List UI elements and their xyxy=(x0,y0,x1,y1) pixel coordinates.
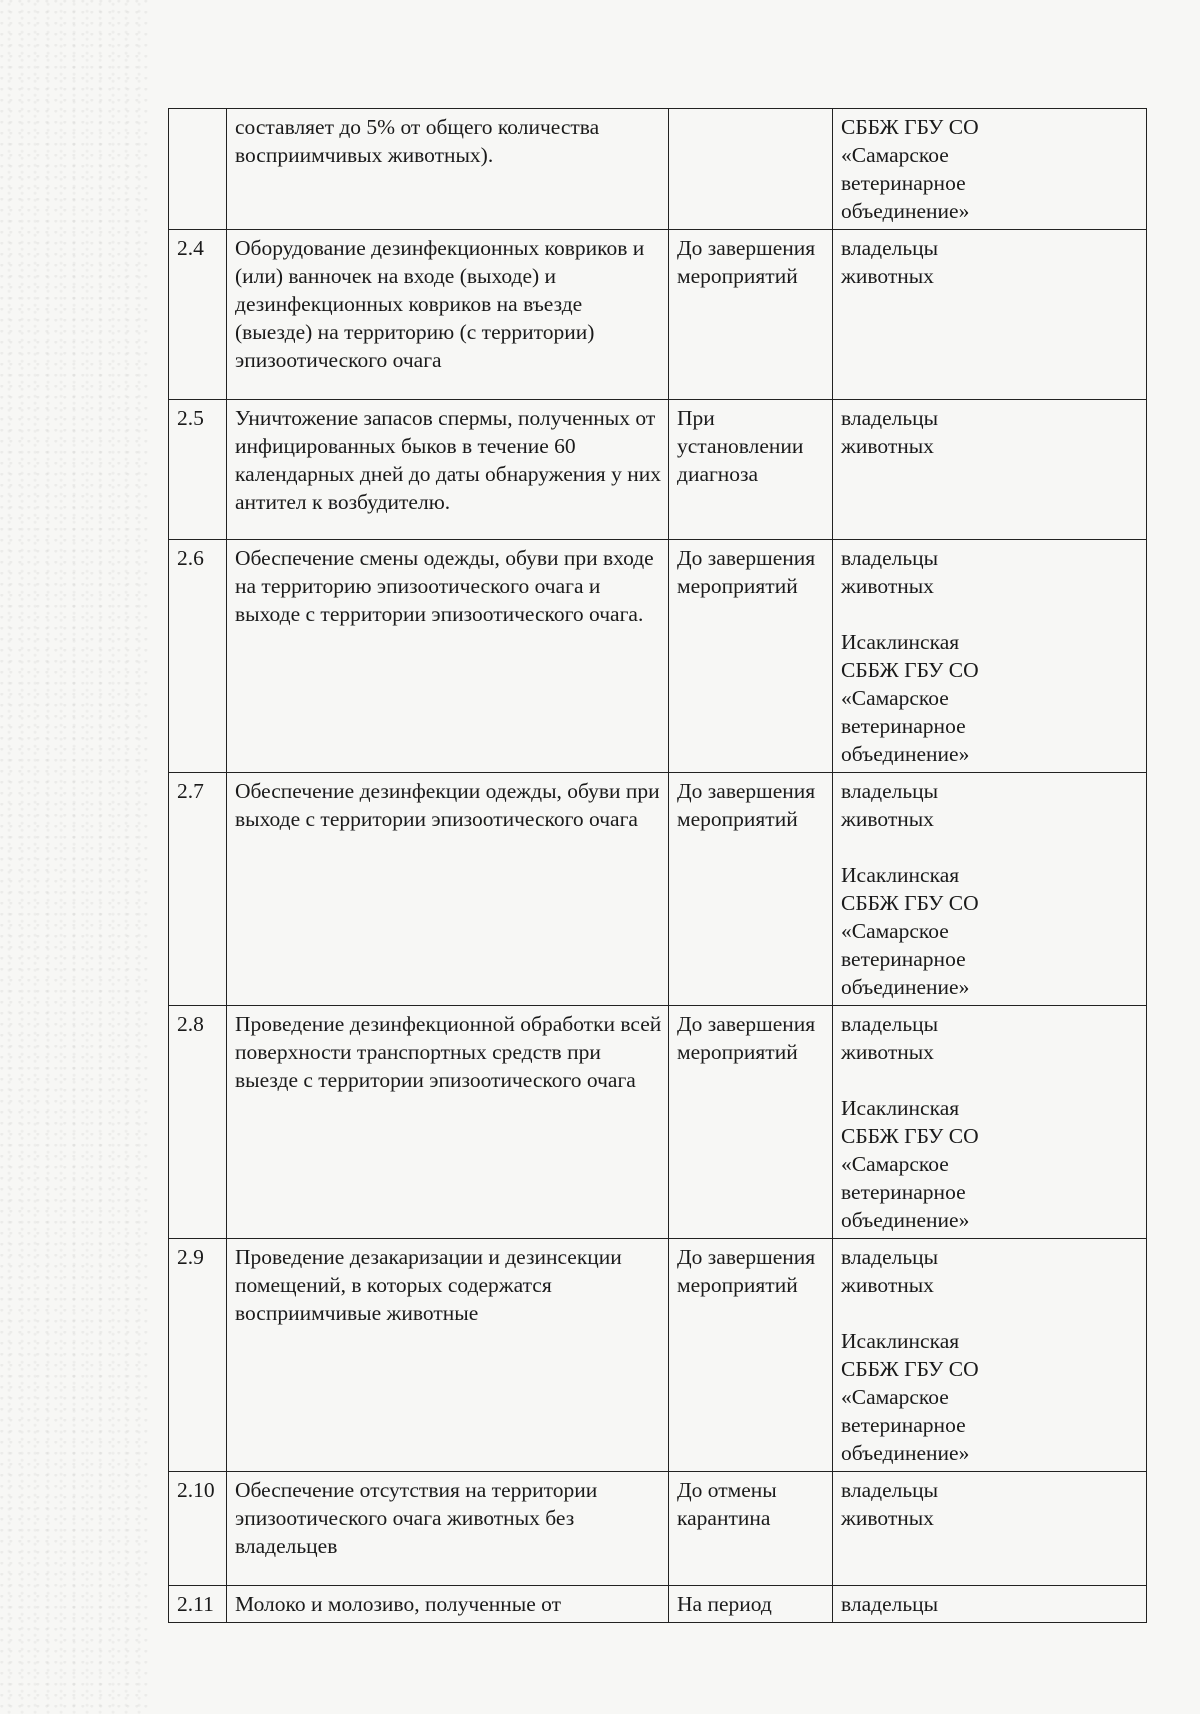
responsible-line: «Самарское xyxy=(841,1385,949,1409)
table-row xyxy=(169,1472,1147,1586)
responsible-line: Исаклинская xyxy=(841,630,960,654)
table-row xyxy=(169,1239,1147,1472)
responsible-line: животных xyxy=(841,1273,934,1297)
responsible-line: животных xyxy=(841,264,934,288)
responsible-gap xyxy=(841,833,1140,861)
term-text: До завершения мероприятий xyxy=(669,230,833,400)
term-text: До завершения мероприятий xyxy=(669,540,833,773)
responsible-line: Исаклинская xyxy=(841,863,960,887)
row-number: 2.8 xyxy=(169,1006,227,1239)
responsible-cell xyxy=(833,540,1147,773)
responsible-line: СББЖ ГБУ СО xyxy=(841,891,979,915)
responsible-line: «Самарское xyxy=(841,919,949,943)
measure-text: Обеспечение дезинфекции одежды, обуви при выходе с территории эпизоотического очага xyxy=(227,773,669,1006)
measures-table xyxy=(168,108,1147,1623)
responsible-line: ветеринарное xyxy=(841,714,966,738)
scan-artifact xyxy=(0,0,150,1714)
row-number xyxy=(169,109,227,230)
measure-text: Молоко и молозиво, полученные от xyxy=(227,1586,669,1623)
responsible-line: владельцы xyxy=(841,1592,939,1616)
responsible-line: ветеринарное xyxy=(841,947,966,971)
table-row xyxy=(169,773,1147,1006)
term-text: До завершения мероприятий xyxy=(669,773,833,1006)
measure-text: Проведение дезинфекционной обработки всей поверхности транспортных средств при выезде с территории эпизоотического очага xyxy=(227,1006,669,1239)
row-number: 2.11 xyxy=(169,1586,227,1623)
responsible-line: СББЖ ГБУ СО xyxy=(841,658,979,682)
row-number: 2.4 xyxy=(169,230,227,400)
responsible-line: владельцы xyxy=(841,1245,939,1269)
responsible-cell xyxy=(833,1239,1147,1472)
responsible-gap xyxy=(841,600,1140,628)
responsible-gap xyxy=(841,1066,1140,1094)
measure-text: Оборудование дезинфекционных ковриков и (или) ванночек на входе (выходе) и дезинфекционных ковриков на въезде (выезде) на территорию (с территории) эпизоотического очага xyxy=(227,230,669,400)
responsible-line: владельцы xyxy=(841,406,939,430)
responsible-cell xyxy=(833,1472,1147,1586)
responsible-line: животных xyxy=(841,807,934,831)
responsible-line: владельцы xyxy=(841,1012,939,1036)
row-number: 2.6 xyxy=(169,540,227,773)
responsible-line: животных xyxy=(841,1506,934,1530)
responsible-line: ветеринарное xyxy=(841,1180,966,1204)
table-row xyxy=(169,230,1147,400)
responsible-line: животных xyxy=(841,434,934,458)
responsible-line: объединение» xyxy=(841,1441,970,1465)
responsible-line: животных xyxy=(841,574,934,598)
responsible-line: объединение» xyxy=(841,199,970,223)
table-row xyxy=(169,109,1147,230)
responsible-cell xyxy=(833,1586,1147,1623)
responsible-line: объединение» xyxy=(841,742,970,766)
responsible-line: «Самарское xyxy=(841,1152,949,1176)
responsible-gap xyxy=(841,1299,1140,1327)
responsible-line: СББЖ ГБУ СО xyxy=(841,115,979,139)
responsible-cell xyxy=(833,109,1147,230)
responsible-line: владельцы xyxy=(841,1478,939,1502)
responsible-line: «Самарское xyxy=(841,143,949,167)
responsible-line: Исаклинская xyxy=(841,1096,960,1120)
term-text: До отмены карантина xyxy=(669,1472,833,1586)
responsible-line: ветеринарное xyxy=(841,171,966,195)
row-number: 2.5 xyxy=(169,400,227,540)
table-body xyxy=(169,109,1147,1623)
measure-text: Проведение дезакаризации и дезинсекции помещений, в которых содержатся восприимчивые животные xyxy=(227,1239,669,1472)
term-text: При установлении диагноза xyxy=(669,400,833,540)
table-row xyxy=(169,400,1147,540)
responsible-line: СББЖ ГБУ СО xyxy=(841,1124,979,1148)
responsible-line: владельцы xyxy=(841,546,939,570)
responsible-line: животных xyxy=(841,1040,934,1064)
term-text: До завершения мероприятий xyxy=(669,1006,833,1239)
responsible-line: «Самарское xyxy=(841,686,949,710)
responsible-cell xyxy=(833,230,1147,400)
responsible-line: СББЖ ГБУ СО xyxy=(841,1357,979,1381)
responsible-line: владельцы xyxy=(841,236,939,260)
row-number: 2.10 xyxy=(169,1472,227,1586)
responsible-line: объединение» xyxy=(841,1208,970,1232)
measure-text: Обеспечение смены одежды, обуви при входе на территорию эпизоотического очага и выходе с территории эпизоотического очага. xyxy=(227,540,669,773)
measure-text: составляет до 5% от общего количества восприимчивых животных). xyxy=(227,109,669,230)
measure-text: Уничтожение запасов спермы, полученных от инфицированных быков в течение 60 календарных дней до даты обнаружения у них антител к возбудителю. xyxy=(227,400,669,540)
row-number: 2.7 xyxy=(169,773,227,1006)
responsible-line: объединение» xyxy=(841,975,970,999)
table-row xyxy=(169,1586,1147,1623)
responsible-cell xyxy=(833,400,1147,540)
responsible-line: ветеринарное xyxy=(841,1413,966,1437)
responsible-line: владельцы xyxy=(841,779,939,803)
term-text: До завершения мероприятий xyxy=(669,1239,833,1472)
responsible-line: Исаклинская xyxy=(841,1329,960,1353)
measure-text: Обеспечение отсутствия на территории эпизоотического очага животных без владельцев xyxy=(227,1472,669,1586)
row-number: 2.9 xyxy=(169,1239,227,1472)
responsible-cell xyxy=(833,1006,1147,1239)
table-row xyxy=(169,540,1147,773)
responsible-cell xyxy=(833,773,1147,1006)
term-text: На период xyxy=(669,1586,833,1623)
table-row xyxy=(169,1006,1147,1239)
term-text xyxy=(669,109,833,230)
